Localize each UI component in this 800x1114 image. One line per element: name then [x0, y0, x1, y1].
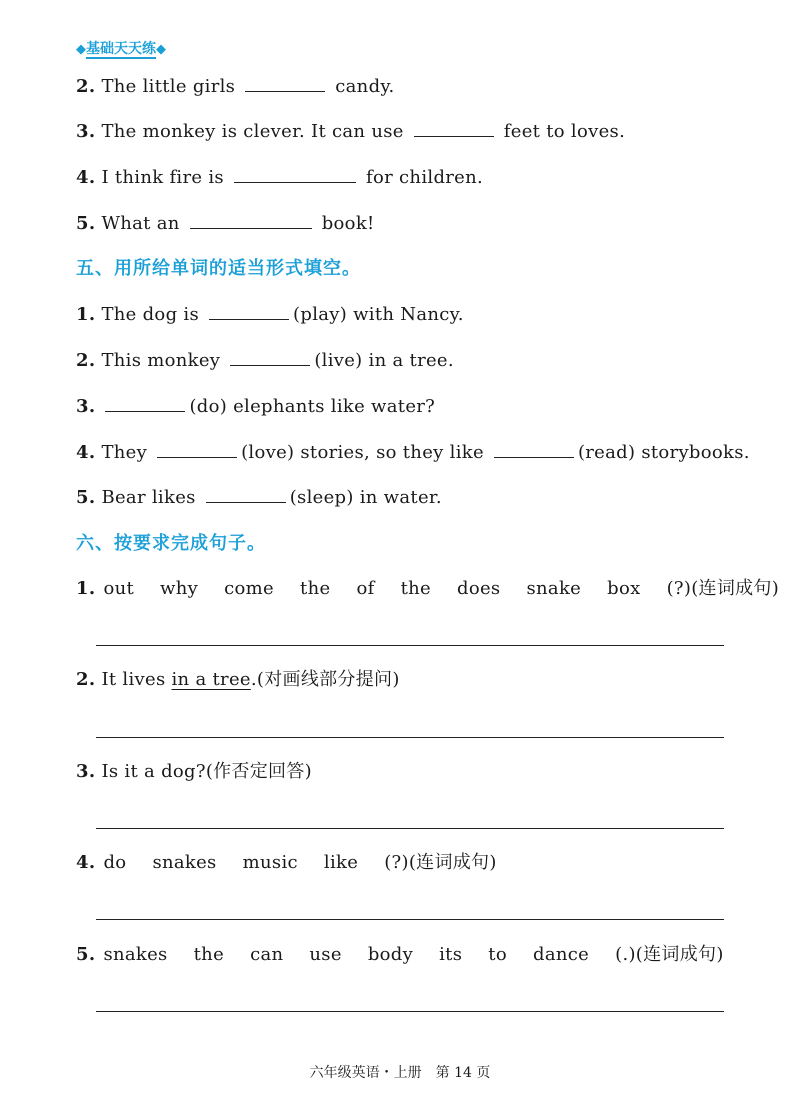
section-header-tag — [76, 38, 166, 60]
exercise-item: 3. Is it a dog?(作否定回答) — [76, 761, 312, 782]
diamond-left-icon: ◆ — [76, 42, 86, 57]
answer-blank[interactable] — [245, 71, 325, 92]
exercise-item: 3. (do) elephants like water? — [76, 391, 435, 421]
exercise-item: 5. Bear likes (sleep) in water. — [76, 482, 442, 512]
page-footer: 六年级英语・上册 第 14 页 — [309, 1065, 491, 1081]
answer-line[interactable] — [96, 737, 724, 738]
header-tag-text: 基础天天练 — [86, 41, 156, 57]
exercise-item: 1. The dog is (play) with Nancy. — [76, 299, 464, 329]
answer-line[interactable] — [96, 828, 724, 829]
exercise-item: 5. What an book! — [76, 208, 375, 238]
exercise-item: 4. I think fire is for children. — [76, 162, 483, 192]
section-5-title: 五、用所给单词的适当形式填空。 — [76, 258, 361, 279]
exercise-item: 4. They (love) stories, so they like (read) storybooks. — [76, 437, 750, 467]
answer-blank[interactable] — [414, 116, 494, 137]
section-6-title: 六、按要求完成句子。 — [76, 533, 266, 554]
answer-blank[interactable] — [157, 437, 237, 458]
diamond-right-icon: ◆ — [156, 42, 166, 57]
exercise-item: 2. It lives in a tree.(对画线部分提问) — [76, 669, 400, 690]
answer-blank[interactable] — [105, 391, 185, 412]
exercise-item: 4. do snakes music like (?)(连词成句) — [76, 852, 497, 873]
answer-blank[interactable] — [494, 437, 574, 458]
answer-blank[interactable] — [209, 299, 289, 320]
answer-line[interactable] — [96, 919, 724, 920]
exercise-item: 1. out why come the of the does snake box (?)(连词成句) — [76, 578, 780, 599]
exercise-item: 2. The little girls candy. — [76, 71, 395, 101]
answer-blank[interactable] — [206, 482, 286, 503]
underlined-phrase: in a tree — [171, 669, 251, 690]
answer-line[interactable] — [96, 645, 724, 646]
exercise-item: 3. The monkey is clever. It can use feet to loves. — [76, 116, 625, 146]
answer-blank[interactable] — [190, 208, 312, 229]
answer-blank[interactable] — [234, 162, 356, 183]
answer-blank[interactable] — [230, 345, 310, 366]
exercise-item: 5. snakes the can use body its to dance (.)(连词成句) — [76, 944, 724, 965]
exercise-item: 2. This monkey (live) in a tree. — [76, 345, 454, 375]
answer-line[interactable] — [96, 1011, 724, 1012]
